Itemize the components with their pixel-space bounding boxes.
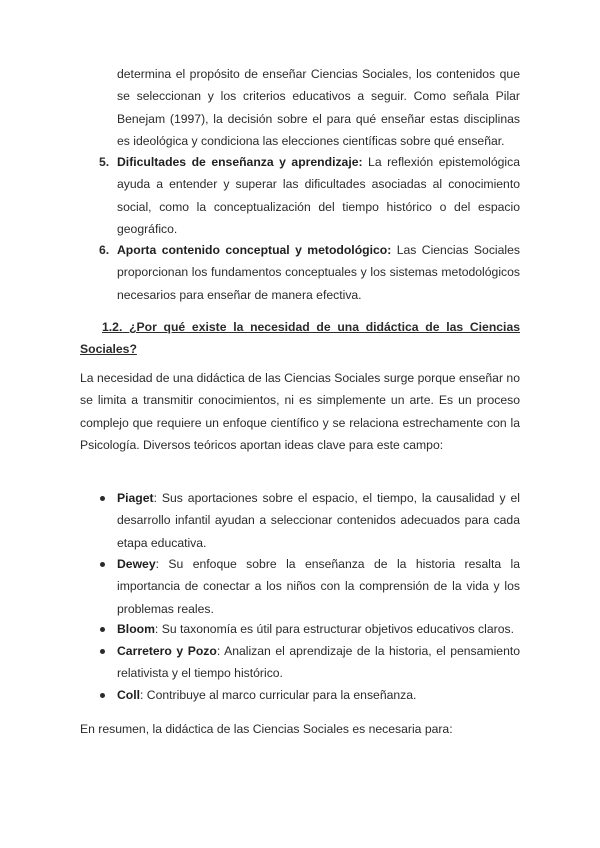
bullet-text: : Su enfoque sobre la enseñanza de la historia resalta la importancia de conectar a los niños con la comprensión de la vida y los problemas reales. xyxy=(117,557,520,616)
bullet-text: : Analizan el aprendizaje de la historia, el pensamiento relativista y el tiempo histórico. xyxy=(117,644,521,681)
numbered-item-5 xyxy=(99,151,520,241)
section-heading xyxy=(80,316,520,361)
item-text: La reflexión epistemológica ayuda a entender y superar las dificultades asociadas al conocimiento social, como la conceptualización del tiempo histórico o del espacio geográfico. xyxy=(117,155,520,237)
bullet-title: Dewey xyxy=(117,557,156,571)
intro-paragraph: La necesidad de una didáctica de las Ciencias Sociales surge porque enseñar no se limita a transmitir conocimientos, ni es simplemente un arte. Es un proceso complejo que requiere un enfoque científico y se relaciona estrechamente con la Psicología. Diversos teóricos aportan ideas clave para este campo: xyxy=(80,371,520,453)
bullet-dot xyxy=(100,627,105,632)
bullet-text: : Su taxonomía es útil para estructurar objetivos educativos claros. xyxy=(154,622,514,636)
bullet-item xyxy=(117,618,520,640)
bullet-text: : Sus aportaciones sobre el espacio, el tiempo, la causalidad y el desarrollo infantil ayudan a seleccionar contenidos adecuados para cada etapa educativa. xyxy=(117,491,520,550)
list-continuation-text: determina el propósito de enseñar Ciencias Sociales, los contenidos que se seleccionan y los criterios educativos a seguir. Como señala Pilar Benejam (1997), la decisión sobre el para qué enseñar estas disciplinas es ideológica y condiciona las elecciones científicas sobre qué enseñar. xyxy=(117,67,520,149)
summary-line: En resumen, la didáctica de las Ciencias Sociales es necesaria para: xyxy=(80,722,453,736)
item-title: Dificultades de enseñanza y aprendizaje: xyxy=(117,155,363,169)
section-number: 1.2. xyxy=(102,320,123,334)
bullet-title: Coll xyxy=(117,688,141,702)
item-text: Las Ciencias Sociales proporcionan los fundamentos conceptuales y los sistemas metodológicos necesarios para enseñar de manera efectiva. xyxy=(117,243,520,302)
bullet-dot xyxy=(100,496,105,501)
bullet-dot xyxy=(100,693,105,698)
bullet-title: Piaget xyxy=(117,491,154,505)
item-number: 5. xyxy=(99,155,110,169)
bullet-title: Bloom xyxy=(117,622,155,636)
bullet-item xyxy=(117,684,520,706)
item-title: Aporta contenido conceptual y metodológico: xyxy=(117,243,392,257)
section-title: ¿Por qué existe la necesidad de una didáctica de las Ciencias Sociales? xyxy=(80,320,520,357)
bullet-dot xyxy=(100,562,105,567)
bullet-title: Carretero y Pozo xyxy=(117,644,217,658)
bullet-item xyxy=(117,553,520,620)
bullet-dot xyxy=(100,649,105,654)
bullet-text: : Contribuye al marco curricular para la enseñanza. xyxy=(140,688,417,702)
item-number: 6. xyxy=(99,243,110,257)
bullet-item xyxy=(117,640,520,685)
numbered-item-6 xyxy=(99,239,520,306)
bullet-item xyxy=(117,487,520,554)
